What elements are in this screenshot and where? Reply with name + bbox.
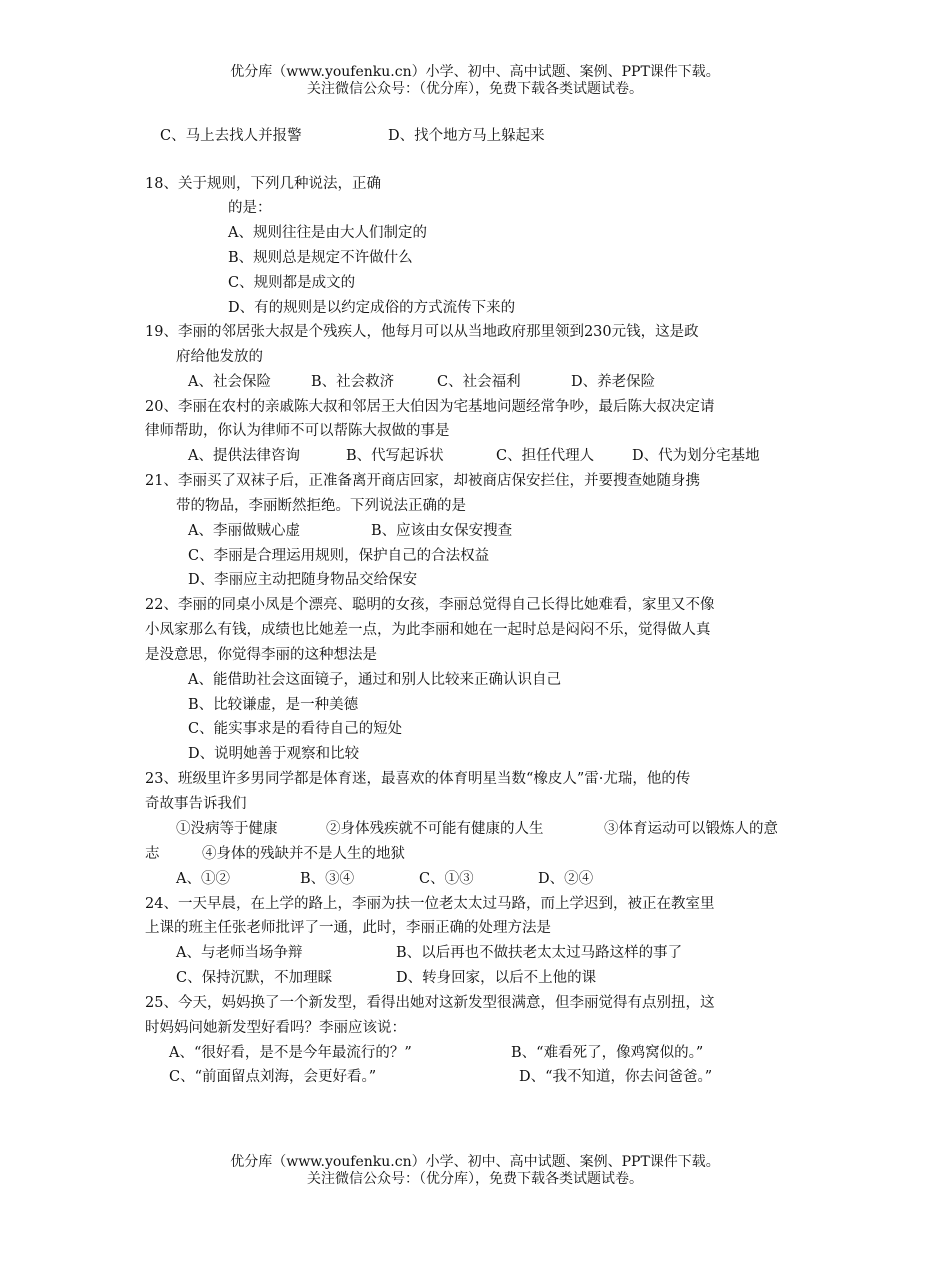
q23-statement-4: ④身体的残缺并不是人生的地狱	[202, 846, 405, 862]
q23-option-a: A、①②	[176, 871, 230, 887]
q20-option-c: C、担任代理人	[496, 448, 595, 464]
q22-option-a: A、能借助社会这面镜子，通过和别人比较来正确认识自己	[188, 672, 561, 688]
q21-stem-line-1: 21、李丽买了双袜子后，正准备离开商店回家，却被商店保安拦住，并要搜查她随身携	[145, 473, 700, 489]
q22-option-c: C、能实事求是的看待自己的短处	[188, 721, 403, 737]
q23-statement-2: ②身体残疾就不可能有健康的人生	[326, 821, 544, 837]
q24-stem-line-2: 上课的班主任张老师批评了一通，此时，李丽正确的处理方法是	[145, 920, 551, 936]
q22-stem-line-1: 22、李丽的同桌小凤是个漂亮、聪明的女孩，李丽总觉得自己长得比她难看，家里又不像	[145, 597, 715, 613]
q18-option-a: A、规则往往是由大人们制定的	[228, 225, 427, 241]
footer-line-2: 关注微信公众号：（优分库），免费下载各类试题试卷。	[307, 1171, 643, 1187]
q19-option-c: C、社会福利	[437, 374, 521, 390]
q23-option-b: B、③④	[300, 871, 355, 887]
q20-stem-line-1: 20、李丽在农村的亲戚陈大叔和邻居王大伯因为宅基地问题经常争吵，最后陈大叔决定请	[145, 399, 715, 415]
header-line-2: 关注微信公众号：（优分库），免费下载各类试题试卷。	[307, 81, 643, 97]
q20-option-a: A、提供法律咨询	[188, 448, 300, 464]
q20-stem-line-2: 律师帮助，你认为律师不可以帮陈大叔做的事是	[145, 423, 450, 439]
q21-option-c: C、李丽是合理运用规则，保护自己的合法权益	[188, 548, 490, 564]
q21-option-a: A、李丽做贼心虚	[188, 523, 300, 539]
q20-option-d: D、代为划分宅基地	[632, 448, 760, 464]
q19-option-a: A、社会保险	[188, 374, 271, 390]
q18-option-c: C、规则都是成文的	[228, 275, 356, 291]
q25-option-d: D、“我不知道，你去问爸爸。”	[519, 1069, 713, 1085]
q23-option-d: D、②④	[538, 871, 594, 887]
q19-stem-line-2: 府给他发放的	[176, 349, 263, 365]
q22-stem-line-3: 是没意思，你觉得李丽的这种想法是	[145, 647, 377, 663]
page-header	[0, 64, 950, 98]
footer-line-1: 优分库（www.youfenku.cn）小学、初中、高中试题、案例、PPT课件下载。	[230, 1154, 720, 1170]
q18-stem-line-2: 的是：	[228, 200, 272, 216]
q17-option-c: C、马上去找人并报警	[160, 128, 302, 144]
q22-option-d: D、说明她善于观察和比较	[188, 746, 360, 762]
q23-stem-line-2: 奇故事告诉我们	[145, 796, 247, 812]
q24-stem-line-1: 24、一天早晨，在上学的路上，李丽为扶一位老太太过马路，而上学迟到，被正在教室里	[145, 896, 715, 912]
q24-option-a: A、与老师当场争辩	[176, 945, 303, 961]
q23-statement-3: ③体育运动可以锻炼人的意	[604, 821, 778, 837]
q18-option-b: B、规则总是规定不许做什么	[228, 250, 413, 266]
q17-option-d: D、找个地方马上躲起来	[388, 128, 545, 144]
q24-option-d: D、转身回家，以后不上他的课	[396, 970, 597, 986]
q24-option-b: B、以后再也不做扶老太太过马路这样的事了	[396, 945, 683, 961]
q20-option-b: B、代写起诉状	[346, 448, 444, 464]
q18-option-d: D、有的规则是以约定成俗的方式流传下来的	[228, 300, 516, 316]
header-line-1: 优分库（www.youfenku.cn）小学、初中、高中试题、案例、PPT课件下载。	[230, 64, 720, 80]
q25-stem-line-1: 25、今天，妈妈换了一个新发型，看得出她对这新发型很满意，但李丽觉得有点别扭，这	[145, 995, 715, 1011]
q19-stem-line-1: 19、李丽的邻居张大叔是个残疾人，他每月可以从当地政府那里领到230元钱，这是政	[145, 324, 699, 340]
q23-option-c: C、①③	[419, 871, 474, 887]
q19-option-b: B、社会救济	[311, 374, 395, 390]
q25-option-b: B、“难看死了，像鸡窝似的。”	[511, 1045, 704, 1061]
q23-statement-1: ①没病等于健康	[176, 821, 278, 837]
q25-option-a: A、“很好看，是不是今年最流行的？”	[169, 1045, 412, 1061]
q23-stem-line-1: 23、班级里许多男同学都是体育迷，最喜欢的体育明星当数“橡皮人”雷·尤瑞，他的传	[145, 771, 691, 787]
q23-statement-3-cont: 志	[145, 846, 160, 862]
q18-stem-line-1: 18、关于规则，下列几种说法，正确	[145, 176, 381, 192]
q22-stem-line-2: 小凤家那么有钱，成绩也比她差一点，为此李丽和她在一起时总是闷闷不乐，觉得做人真	[145, 622, 711, 638]
q25-stem-line-2: 时妈妈问她新发型好看吗？李丽应该说：	[145, 1020, 406, 1036]
q21-stem-line-2: 带的物品，李丽断然拒绝。下列说法正确的是	[176, 498, 466, 514]
page-footer	[0, 1154, 950, 1188]
q19-option-d: D、养老保险	[571, 374, 656, 390]
q25-option-c: C、“前面留点刘海，会更好看。”	[169, 1069, 377, 1085]
q24-option-c: C、保持沉默，不加理睬	[176, 970, 333, 986]
q22-option-b: B、比较谦虚，是一种美德	[188, 697, 359, 713]
q21-option-d: D、李丽应主动把随身物品交给保安	[188, 572, 418, 588]
q21-option-b: B、应该由女保安搜查	[371, 523, 513, 539]
